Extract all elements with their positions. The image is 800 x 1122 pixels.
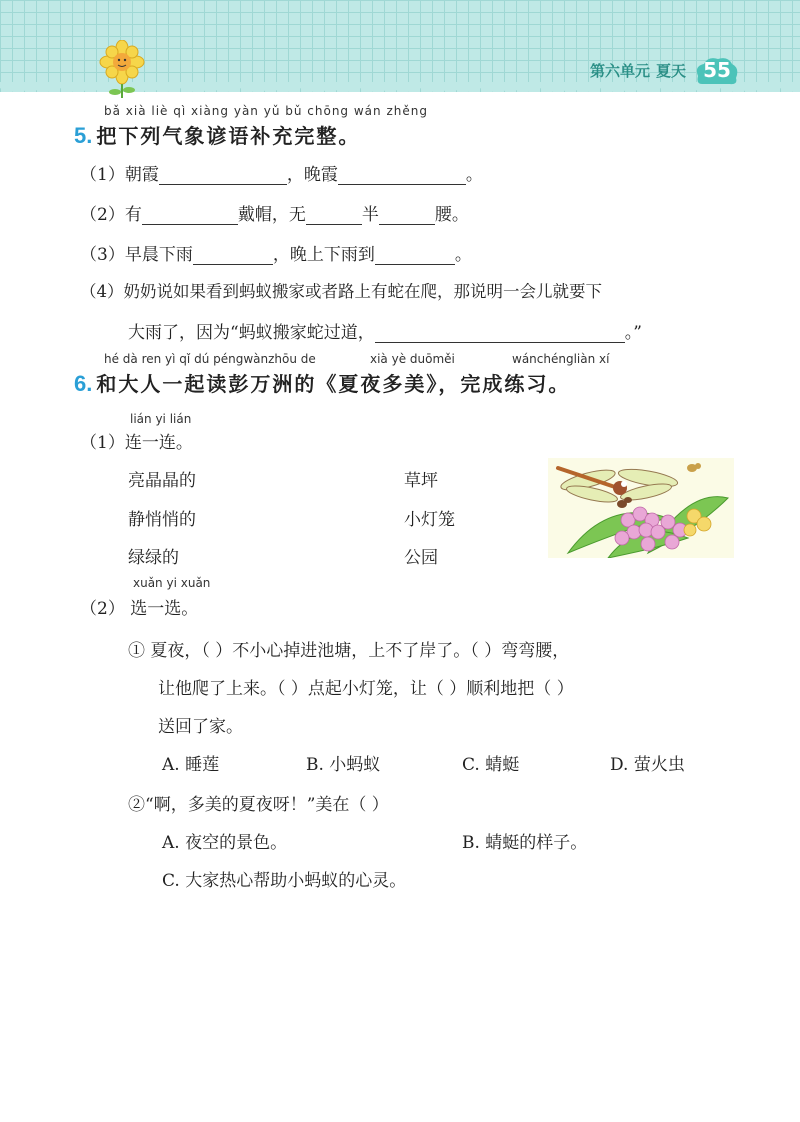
option-c-2[interactable]: C. 大家热心帮助小蚂蚁的心灵。 [162,871,407,891]
item-text: 。 [465,165,483,185]
option-b-2[interactable]: B. 蜻蜓的样子。 [462,833,588,853]
dragonfly-flowers-illustration [548,458,734,558]
q6-s1-line1: ① 夏夜，（ ）不小心掉进池塘，上不了岸了。（ ）弯弯腰， [128,641,570,661]
q5-pinyin: bǎ xià liè qì xiàng yàn yǔ bǔ chōng wán zhěng [104,104,428,118]
q6-part2-pinyin: xuǎn yi xuǎn [133,576,211,590]
q5-title-text: 把下列气象谚语补充完整。 [96,124,361,148]
item-text: 有 [124,205,142,225]
item-text: ，晚霞 [286,165,338,185]
q6-s1-line2: 让他爬了上来。（ ）点起小灯笼，让（ ）顺利地把（ ） [158,679,574,699]
q6-part2-label: （2） 选一选。 [80,599,199,619]
item-text: 朝霞 [124,165,159,185]
q6-pinyin-2: xià yè duōměi [370,352,455,366]
q5-item-1 [80,160,483,185]
q5-item-4-cont [128,318,642,343]
q5-number: 5. [74,123,93,148]
unit-number: 第六单元 [590,62,651,80]
q6-s1-line3: 送回了家。 [158,717,243,737]
q6-pinyin-1: hé dà ren yì qǐ dú péngwànzhōu de [104,352,316,366]
sunflower-icon [96,40,148,98]
option-a-2[interactable]: A. 夜空的景色。 [162,833,288,853]
unit-title: 夏天 [656,62,687,80]
match-right-3[interactable]: 公园 [404,548,438,568]
answer-blank[interactable] [142,206,238,225]
match-right-1[interactable]: 草坪 [404,471,438,491]
answer-blank[interactable] [338,166,466,185]
q5-item-3 [80,240,472,265]
q6-s2-line: ②“啊，多美的夏夜呀！”美在（ ） [128,795,389,815]
q5-item-2 [80,200,469,225]
item-label: （2） [80,205,125,225]
match-left-3[interactable]: 绿绿的 [128,548,179,568]
item-text: 半 [361,205,379,225]
q6-pinyin-3: wánchéngliàn xí [512,352,610,366]
item-text: 腰。 [434,205,469,225]
page-number: 55 [703,58,731,82]
item-label: （1） [80,165,125,185]
answer-blank[interactable] [379,206,435,225]
q6-part1-pinyin: lián yi lián [130,412,192,426]
q6-part1-label: （1）连一连。 [80,433,193,453]
option-c[interactable]: C. 蜻蜓 [462,755,520,775]
answer-blank[interactable] [159,166,287,185]
answer-blank[interactable] [375,246,455,265]
match-left-2[interactable]: 静悄悄的 [128,510,196,530]
match-left-1[interactable]: 亮晶晶的 [128,471,196,491]
item-text: 戴帽，无 [237,205,306,225]
q5-title [74,120,360,149]
answer-blank[interactable] [306,206,362,225]
answer-blank[interactable] [375,324,625,343]
unit-label [590,60,692,81]
match-right-2[interactable]: 小灯笼 [404,510,455,530]
item-text: ，晚上下雨到 [272,245,375,265]
q6-title [74,368,570,397]
item-text: 奶奶说如果看到蚂蚁搬家或者路上有蛇在爬，那说明一会儿就要下 [123,282,602,301]
item-label: （3） [80,245,125,265]
item-text: 早晨下雨 [124,245,193,265]
q6-number: 6. [74,371,93,396]
answer-blank[interactable] [193,246,273,265]
item-text: 。” [624,323,642,343]
item-text: 。 [454,245,472,265]
item-text: 大雨了，因为“蚂蚁搬家蛇过道， [128,323,375,343]
item-label: （4） [80,282,124,301]
q6-title-text: 和大人一起读彭万洲的《夏夜多美》，完成练习。 [96,372,571,396]
q5-item-4 [80,278,602,302]
option-d[interactable]: D. 萤火虫 [610,755,685,775]
option-a[interactable]: A. 睡莲 [162,755,220,775]
option-b[interactable]: B. 小蚂蚁 [306,755,381,775]
